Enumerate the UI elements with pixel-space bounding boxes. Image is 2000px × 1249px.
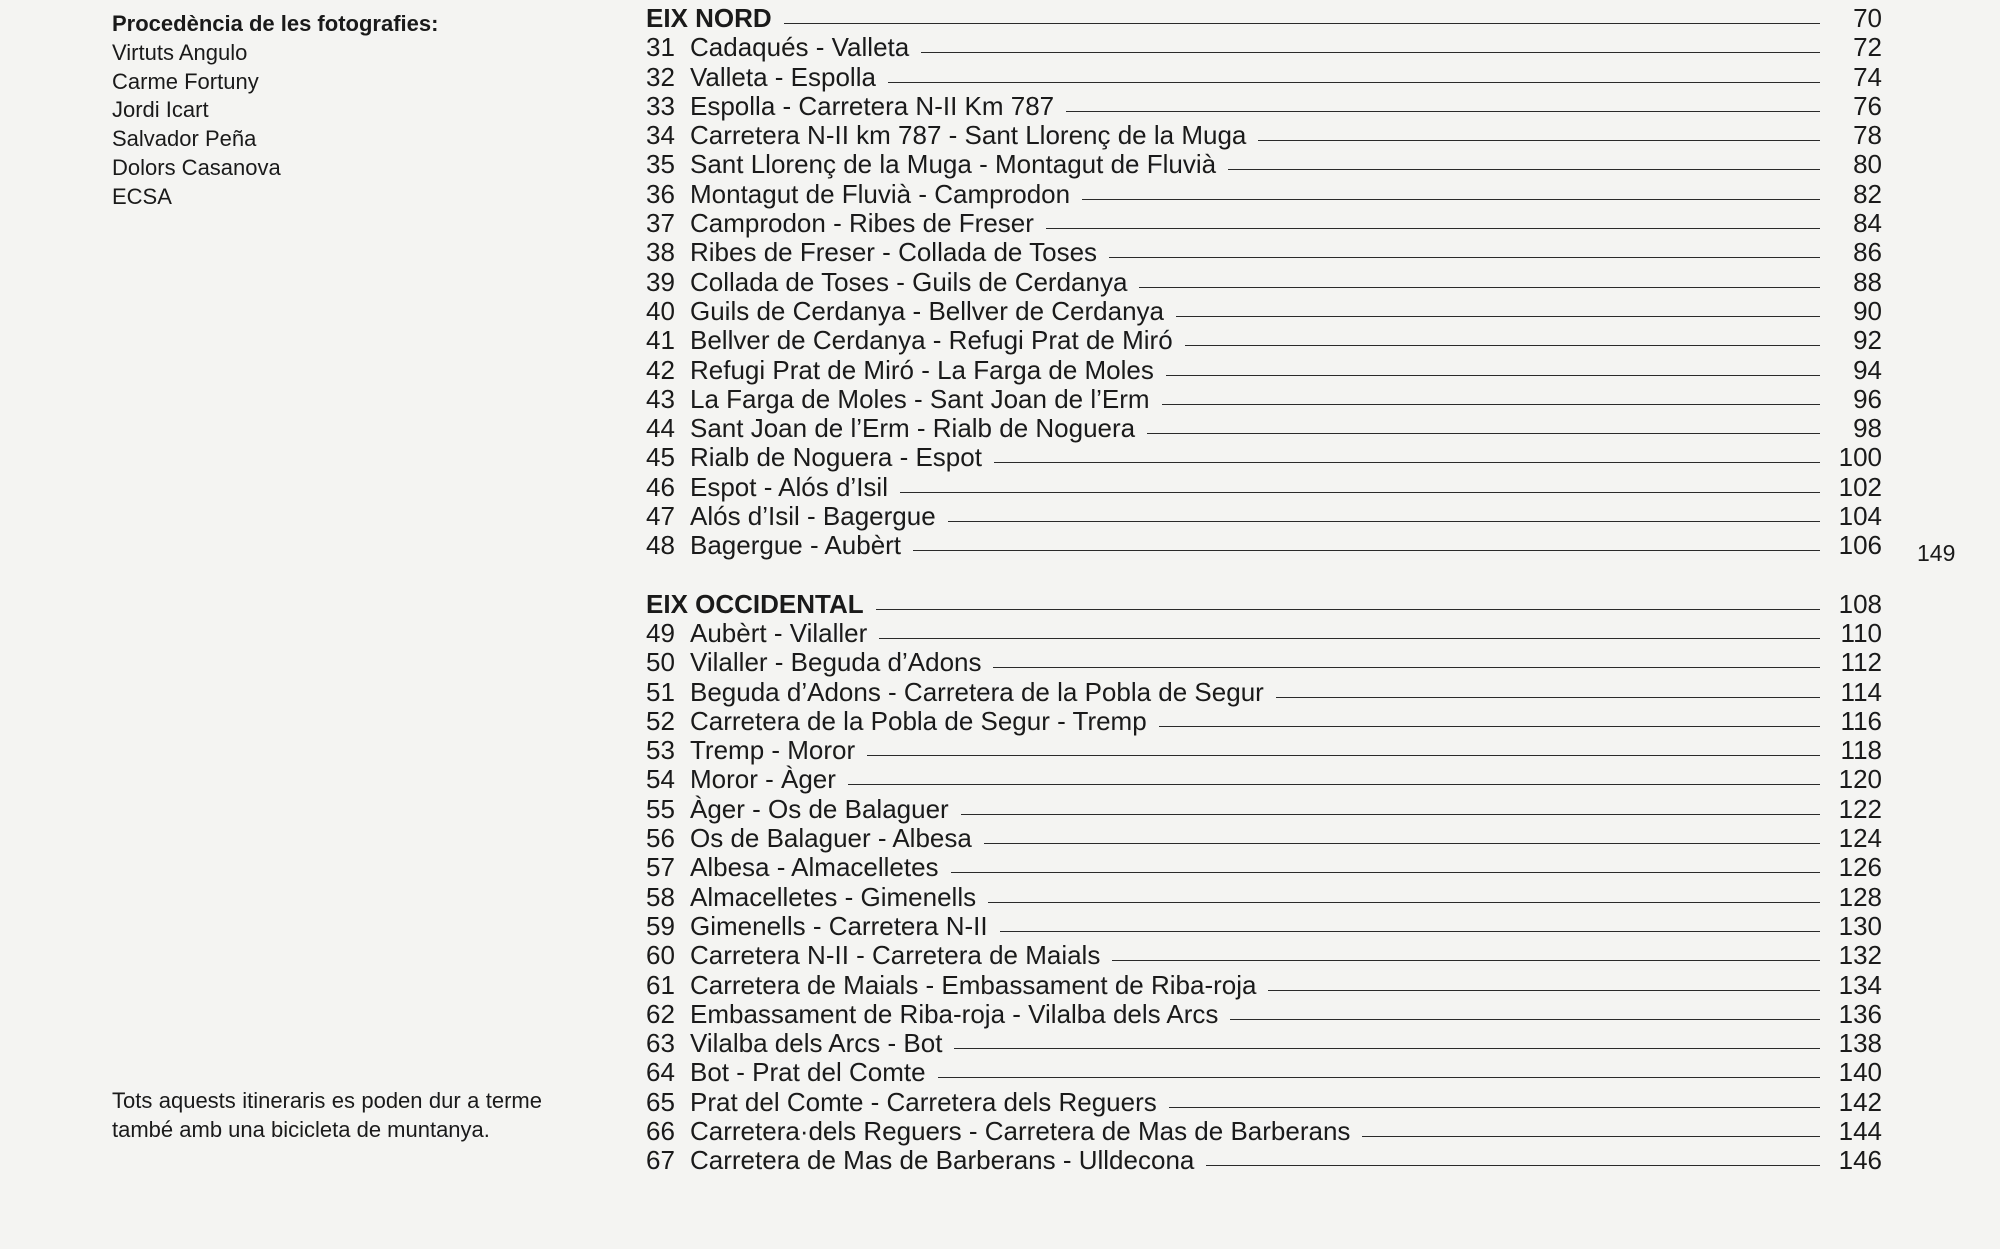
itinerary-number: 43 [646, 383, 675, 414]
credit-name: Jordi Icart [112, 97, 209, 123]
toc-entry [646, 33, 1882, 62]
itinerary-page-number: 80 [1853, 149, 1882, 180]
itinerary-number: 66 [646, 1115, 675, 1146]
itinerary-number: 46 [646, 471, 675, 502]
itinerary-number: 39 [646, 266, 675, 297]
leader-line [1109, 257, 1820, 258]
toc-entry [646, 326, 1882, 355]
itinerary-page-number: 144 [1838, 1115, 1882, 1146]
itinerary-page-number: 134 [1838, 969, 1882, 1000]
itinerary-number: 53 [646, 735, 675, 766]
itinerary-title: Carretera de Mas de Barberans - Ulldecona [690, 1145, 1195, 1176]
itinerary-title: Moror - Àger [690, 764, 836, 795]
leader-line [993, 667, 1820, 668]
toc-entry [646, 63, 1882, 92]
itinerary-page-number: 84 [1853, 208, 1882, 239]
itinerary-page-number: 92 [1853, 325, 1882, 356]
leader-line [1147, 433, 1820, 434]
toc-entry [646, 268, 1882, 297]
itinerary-page-number: 78 [1853, 120, 1882, 151]
leader-line [888, 82, 1820, 83]
itinerary-number: 63 [646, 1028, 675, 1059]
itinerary-page-number: 112 [1840, 647, 1882, 678]
leader-line [1362, 1136, 1820, 1137]
itinerary-number: 48 [646, 530, 675, 561]
credit-name: Carme Fortuny [112, 68, 259, 94]
section-heading-row [646, 4, 1882, 33]
itinerary-number: 35 [646, 149, 675, 180]
leader-line [984, 843, 1820, 844]
toc-entry [646, 385, 1882, 414]
leader-line [1185, 345, 1820, 346]
photo-credits [112, 10, 532, 212]
itinerary-page-number: 98 [1853, 413, 1882, 444]
toc-entry [646, 356, 1882, 385]
itinerary-number: 38 [646, 237, 675, 268]
credits-title: Procedència de les fotografies: [112, 11, 439, 36]
credit-name: Dolors Casanova [112, 154, 281, 180]
leader-line [1112, 960, 1820, 961]
itinerary-page-number: 120 [1838, 764, 1882, 795]
itinerary-title: Refugi Prat de Miró - La Farga de Moles [690, 354, 1154, 385]
itinerary-title: Carretera N-II km 787 - Sant Llorenç de la Muga [690, 120, 1247, 151]
leader-line [954, 1048, 1820, 1049]
itinerary-title: Sant Llorenç de la Muga - Montagut de Fluvià [690, 149, 1217, 180]
page-number: 149 [1917, 540, 1956, 566]
itinerary-title: Carretera de la Pobla de Segur - Tremp [690, 705, 1147, 736]
toc-entry [646, 971, 1882, 1000]
itinerary-title: Embassament de Riba-roja - Vilalba dels Arcs [690, 998, 1219, 1029]
leader-line [951, 872, 1820, 873]
itinerary-number: 36 [646, 178, 675, 209]
toc-entry [646, 678, 1882, 707]
leader-line [1258, 140, 1820, 141]
itinerary-number: 41 [646, 325, 675, 356]
leader-line [1000, 931, 1820, 932]
section-heading: EIX OCCIDENTAL [646, 588, 864, 619]
toc-entry [646, 736, 1882, 765]
leader-line [1176, 316, 1820, 317]
leader-line [921, 52, 1820, 53]
itinerary-title: Bagergue - Aubèrt [690, 530, 902, 561]
toc-entry [646, 414, 1882, 443]
itinerary-number: 49 [646, 617, 675, 648]
itinerary-title: Carretera N-II - Carretera de Maials [690, 940, 1101, 971]
itinerary-title: Carretera·dels Reguers - Carretera de Mas de Barberans [690, 1115, 1351, 1146]
itinerary-title: Vilaller - Beguda d’Adons [690, 647, 982, 678]
itinerary-number: 47 [646, 501, 675, 532]
itinerary-number: 55 [646, 793, 675, 824]
itinerary-title: Bellver de Cerdanya - Refugi Prat de Miró [690, 325, 1173, 356]
itinerary-page-number: 82 [1853, 178, 1882, 209]
toc-entry [646, 1117, 1882, 1146]
leader-line [867, 755, 1820, 756]
itinerary-title: Cadaqués - Valleta [690, 32, 910, 63]
leader-line [1166, 375, 1820, 376]
toc-entry [646, 1088, 1882, 1117]
itinerary-page-number: 122 [1838, 793, 1882, 824]
section-heading-row [646, 590, 1882, 619]
itinerary-page-number: 136 [1838, 998, 1882, 1029]
itinerary-title: Bot - Prat del Comte [690, 1057, 926, 1088]
itinerary-page-number: 90 [1853, 295, 1882, 326]
toc-entry [646, 180, 1882, 209]
itinerary-page-number: 118 [1840, 735, 1882, 766]
itinerary-page-number: 110 [1840, 617, 1882, 648]
toc-entry [646, 502, 1882, 531]
itinerary-page-number: 106 [1838, 530, 1882, 561]
leader-line [913, 550, 1820, 551]
itinerary-number: 67 [646, 1145, 675, 1176]
itinerary-page-number: 126 [1838, 852, 1882, 883]
leader-line [1139, 287, 1820, 288]
toc-section [646, 4, 1882, 561]
toc-entry [646, 443, 1882, 472]
itinerary-page-number: 124 [1838, 823, 1882, 854]
toc-entry [646, 765, 1882, 794]
toc-entry [646, 92, 1882, 121]
itinerary-number: 31 [646, 32, 675, 63]
toc-entry [646, 297, 1882, 326]
toc-entry [646, 795, 1882, 824]
leader-line [938, 1077, 1820, 1078]
itinerary-page-number: 114 [1840, 676, 1882, 707]
leader-line [876, 609, 1820, 610]
itinerary-title: Espot - Alós d’Isil [690, 471, 888, 502]
itinerary-number: 61 [646, 969, 675, 1000]
itinerary-title: Ribes de Freser - Collada de Toses [690, 237, 1098, 268]
itinerary-title: La Farga de Moles - Sant Joan de l’Erm [690, 383, 1150, 414]
itinerary-title: Espolla - Carretera N-II Km 787 [690, 90, 1055, 121]
leader-line [1162, 404, 1820, 405]
itinerary-title: Tremp - Moror [690, 735, 856, 766]
toc-entry [646, 1029, 1882, 1058]
itinerary-page-number: 102 [1838, 471, 1882, 502]
toc-entry [646, 824, 1882, 853]
itinerary-number: 58 [646, 881, 675, 912]
leader-line [1169, 1107, 1820, 1108]
itinerary-page-number: 88 [1853, 266, 1882, 297]
toc-entry [646, 941, 1882, 970]
credit-name: Salvador Peña [112, 126, 257, 152]
toc-entry [646, 648, 1882, 677]
itinerary-title: Prat del Comte - Carretera dels Reguers [690, 1086, 1157, 1117]
itinerary-number: 57 [646, 852, 675, 883]
leader-line [1276, 697, 1820, 698]
itinerary-number: 33 [646, 90, 675, 121]
toc-entry [646, 209, 1882, 238]
toc-entry [646, 121, 1882, 150]
itinerary-title: Valleta - Espolla [690, 61, 876, 92]
toc-entry [646, 1000, 1882, 1029]
itinerary-page-number: 96 [1853, 383, 1882, 414]
itinerary-page-number: 74 [1853, 61, 1882, 92]
leader-line [1159, 726, 1820, 727]
itinerary-number: 56 [646, 823, 675, 854]
leader-line [879, 638, 1820, 639]
itinerary-page-number: 94 [1853, 354, 1882, 385]
toc-entry [646, 707, 1882, 736]
leader-line [1082, 199, 1820, 200]
itinerary-number: 37 [646, 208, 675, 239]
toc-entry [646, 473, 1882, 502]
itinerary-title: Camprodon - Ribes de Freser [690, 208, 1034, 239]
itinerary-title: Rialb de Noguera - Espot [690, 442, 982, 473]
itinerary-title: Almacelletes - Gimenells [690, 881, 977, 912]
itinerary-page-number: 72 [1853, 32, 1882, 63]
leader-line [1268, 990, 1820, 991]
itinerary-page-number: 132 [1838, 940, 1882, 971]
leader-line [900, 492, 1820, 493]
toc-entry [646, 853, 1882, 882]
leader-line [994, 462, 1820, 463]
itinerary-title: Collada de Toses - Guils de Cerdanya [690, 266, 1128, 297]
toc-section [646, 590, 1882, 1176]
toc-entry [646, 883, 1882, 912]
itinerary-number: 34 [646, 120, 675, 151]
section-page-number: 70 [1853, 3, 1882, 33]
itinerary-title: Montagut de Fluvià - Camprodon [690, 178, 1071, 209]
bicycle-note: Tots aquests itineraris es poden dur a terme també amb una bicicleta de muntanya. [112, 1088, 542, 1142]
leader-line [1230, 1019, 1820, 1020]
itinerary-title: Os de Balaguer - Albesa [690, 823, 972, 854]
itinerary-title: Gimenells - Carretera N-II [690, 910, 988, 941]
itinerary-page-number: 128 [1838, 881, 1882, 912]
toc-entry [646, 619, 1882, 648]
itinerary-page-number: 130 [1838, 910, 1882, 941]
itinerary-title: Carretera de Maials - Embassament de Riba-roja [690, 969, 1257, 1000]
itinerary-page-number: 86 [1853, 237, 1882, 268]
leader-line [1046, 228, 1820, 229]
section-heading: EIX NORD [646, 3, 772, 33]
itinerary-number: 60 [646, 940, 675, 971]
toc-entry [646, 238, 1882, 267]
itinerary-number: 64 [646, 1057, 675, 1088]
leader-line [784, 23, 1820, 24]
leader-line [961, 814, 1820, 815]
section-page-number: 108 [1838, 588, 1882, 619]
itinerary-page-number: 100 [1838, 442, 1882, 473]
itinerary-title: Sant Joan de l’Erm - Rialb de Noguera [690, 413, 1136, 444]
itinerary-number: 59 [646, 910, 675, 941]
leader-line [1206, 1165, 1820, 1166]
itinerary-page-number: 140 [1838, 1057, 1882, 1088]
itinerary-page-number: 138 [1838, 1028, 1882, 1059]
itinerary-page-number: 116 [1840, 705, 1882, 736]
itinerary-number: 32 [646, 61, 675, 92]
toc-entry [646, 1146, 1882, 1175]
itinerary-page-number: 142 [1838, 1086, 1882, 1117]
itinerary-page-number: 104 [1838, 501, 1882, 532]
itinerary-number: 50 [646, 647, 675, 678]
itinerary-title: Albesa - Almacelletes [690, 852, 939, 883]
table-of-contents [646, 4, 1882, 1176]
itinerary-number: 51 [646, 676, 675, 707]
itinerary-title: Beguda d’Adons - Carretera de la Pobla de Segur [690, 676, 1264, 707]
itinerary-number: 52 [646, 705, 675, 736]
itinerary-page-number: 76 [1853, 90, 1882, 121]
itinerary-page-number: 146 [1838, 1145, 1882, 1176]
itinerary-number: 44 [646, 413, 675, 444]
toc-entry [646, 912, 1882, 941]
leader-line [1066, 111, 1820, 112]
itinerary-number: 40 [646, 295, 675, 326]
itinerary-title: Àger - Os de Balaguer [690, 793, 949, 824]
toc-entry [646, 150, 1882, 179]
itinerary-title: Aubèrt - Vilaller [690, 617, 868, 648]
leader-line [948, 521, 1820, 522]
toc-entry [646, 1058, 1882, 1087]
itinerary-number: 54 [646, 764, 675, 795]
itinerary-number: 45 [646, 442, 675, 473]
leader-line [848, 784, 1820, 785]
itinerary-title: Vilalba dels Arcs - Bot [690, 1028, 943, 1059]
itinerary-title: Guils de Cerdanya - Bellver de Cerdanya [690, 295, 1165, 326]
itinerary-number: 65 [646, 1086, 675, 1117]
itinerary-number: 62 [646, 998, 675, 1029]
toc-entry [646, 531, 1882, 560]
leader-line [1228, 169, 1820, 170]
itinerary-number: 42 [646, 354, 675, 385]
credit-name: ECSA [112, 183, 172, 209]
credit-name: Virtuts Angulo [112, 39, 248, 65]
itinerary-title: Alós d’Isil - Bagergue [690, 501, 936, 532]
leader-line [988, 902, 1820, 903]
